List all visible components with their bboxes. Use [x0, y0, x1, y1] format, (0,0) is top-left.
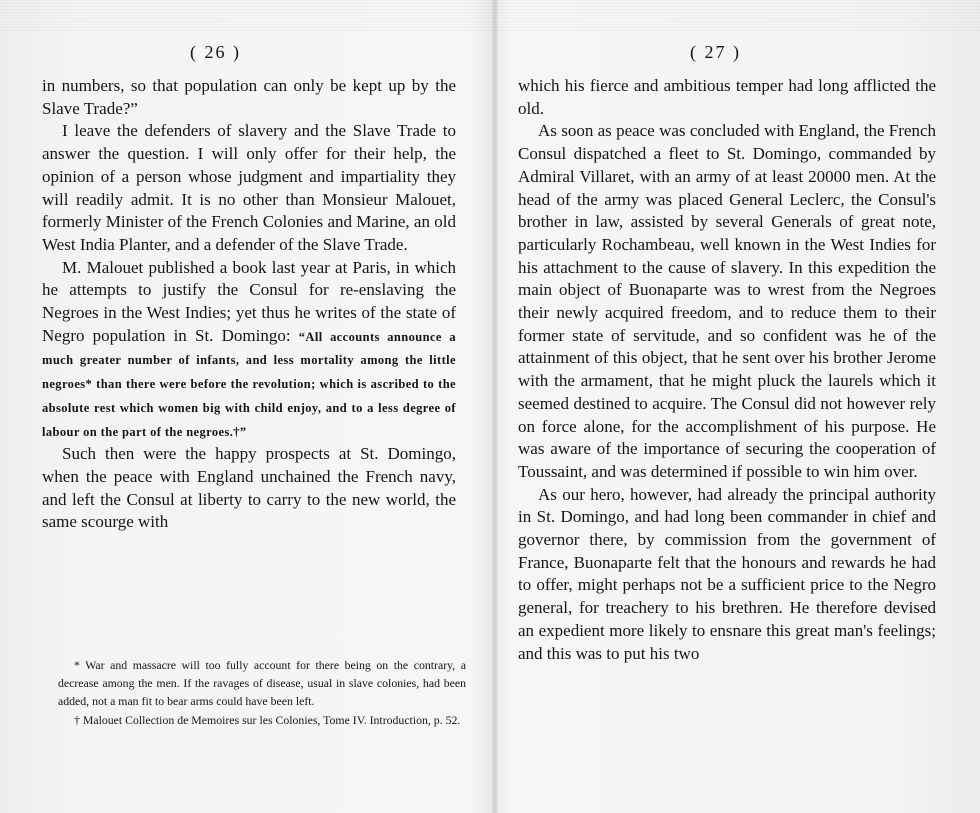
- right-page: [498, 0, 980, 813]
- footnote-malouet-source: † Malouet Collection de Memoires sur les Colonies, Tome IV. Introduction, p. 52.: [74, 712, 461, 727]
- left-paragraph-2: I leave the defenders of slavery and the Slave Trade to answer the question. I will only offer for their help, the opinion of a person whose judgment and impartiality they will readily admit. It is no other than Monsieur Malouet, formerly Minister of the French Colonies and Marine, an old West India Planter, and a defender of the Slave Trade.: [42, 121, 456, 254]
- right-paragraph-2: As soon as peace was concluded with England, the French Consul dispatched a fleet to St. Domingo, commanded by Admiral Villaret, with an army of at least 20000 men. At the head of the army was placed General Leclerc, the Consul's brother in law, assisted by several Generals of great note, particularly Rochambeau, well known in the West Indies for his attachment to the cause of slavery. In this expedition the main object of Buonaparte was to wrest from the Negroes their newly acquired freedom, and to reduce them to their former state of servitude, and so confident was he of the attainment of this object, that he sent over his brother Jerome with the armament, that he might pluck the laurels which it seemed destined to acquire. The Consul did not however rely on force alone, for the accomplishment of his purpose. He was aware of the importance of securing the cooperation of Toussaint, and was determined if possible to win him over.: [518, 121, 936, 481]
- right-page-number: ( 27 ): [690, 42, 741, 62]
- right-paragraph-3: As our hero, however, had already the principal authority in St. Domingo, and had long been commander in chief and governor there, by commission from the government of France, Buonaparte felt that the honours and rewards he had to offer, might perhaps not be a sufficient price to the Negro general, for treachery to his brethren. He therefore devised an expedient more likely to ensnare this great man's feelings; and this was to put his two: [518, 484, 936, 663]
- left-paragraph-malouet: [42, 257, 456, 444]
- left-paragraph-1: in numbers, so that population can only be kept up by the Slave Trade?”: [42, 76, 456, 118]
- malouet-intro: M. Malouet published a book last year at Paris, in which he attempts to justify the Consul for re-enslaving the Negroes in the West Indies; yet thus he writes of the state of Negro population in St. Domingo:: [42, 257, 456, 345]
- left-footnotes: [58, 656, 466, 729]
- left-paragraph-3: Such then were the happy prospects at St. Domingo, when the peace with England unchained the French navy, and left the Consul at liberty to carry to the new world, the same scourge with: [42, 444, 456, 532]
- right-page-body: [518, 75, 936, 665]
- malouet-quote: “All accounts announce a much greater number of infants, and less mortality among the little negroes* than there were before the revolution; which is ascribed to the absolute rest which women big with child enjoy, and to a less degree of labour on the part of the negroes.†”: [42, 329, 456, 439]
- left-page-number: ( 26 ): [190, 42, 241, 62]
- left-page-body: [42, 75, 456, 534]
- right-paragraph-1: which his fierce and ambitious temper had long afflicted the old.: [518, 76, 936, 118]
- footnote-war-massacre: * War and massacre will too fully account for there being on the contrary, a decrease among the men. If the ravages of disease, usual in slave colonies, had been added, not a man fit to bear arms could have been left.: [58, 658, 466, 709]
